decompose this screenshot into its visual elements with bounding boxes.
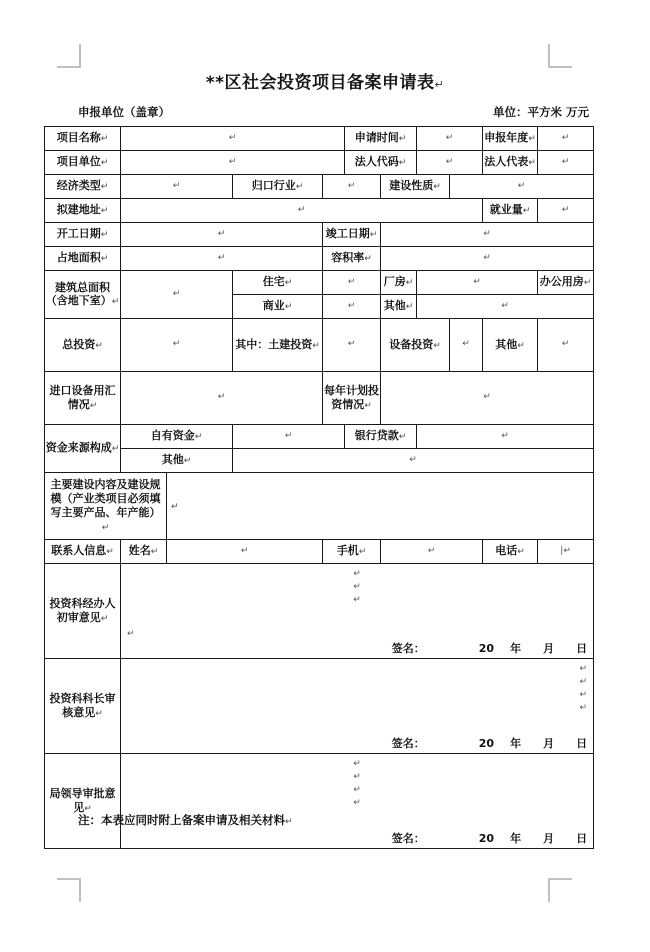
- signature-line: [392, 737, 587, 751]
- table-row: [45, 754, 594, 849]
- signature-day-unit: 日: [576, 832, 588, 846]
- label-other-funds: 其他↵: [121, 449, 233, 473]
- table-row: [45, 659, 594, 754]
- label-bureau-leader-approval: 局领导审批意见↵: [45, 754, 121, 849]
- title-pilcrow: ↵: [434, 78, 445, 91]
- field-staff-initial-review[interactable]: [121, 564, 594, 659]
- field-start-date[interactable]: ↵: [121, 223, 323, 247]
- table-row: [45, 247, 594, 271]
- table-row: [45, 271, 594, 295]
- application-form-table: [44, 126, 594, 849]
- footer-note: [78, 812, 293, 828]
- crop-mark-bottom-left: [57, 878, 81, 902]
- field-bank-loan[interactable]: ↵: [417, 425, 594, 449]
- field-contact-phone[interactable]: |↵: [538, 540, 594, 564]
- page-title-text: **区社会投资项目备案申请表: [205, 73, 435, 93]
- field-plot-ratio[interactable]: ↵: [381, 247, 594, 271]
- signature-year-unit: 年: [510, 832, 522, 846]
- label-civil-investment: 其中：土建投资↵: [233, 319, 323, 372]
- signature-day-unit: 日: [576, 737, 588, 751]
- table-row: [45, 319, 594, 372]
- field-other-investment[interactable]: ↵: [538, 319, 594, 372]
- label-start-date: 开工日期↵: [45, 223, 121, 247]
- field-other-building-area[interactable]: ↵: [417, 295, 594, 319]
- opinion-left-mark: ↵: [127, 628, 135, 639]
- label-section-chief-review: 投资科科长审核意见↵: [45, 659, 121, 754]
- label-legal-representative: 法人代表↵: [483, 151, 538, 175]
- label-office-area: 办公用房↵: [538, 271, 594, 295]
- label-plot-ratio: 容积率↵: [323, 247, 381, 271]
- declaring-unit-label: 申报单位（盖章）: [78, 105, 170, 119]
- label-total-investment: 总投资↵: [45, 319, 121, 372]
- label-contact-info: 联系人信息↵: [45, 540, 121, 564]
- label-construction-content: 主要建设内容及建设规模（产业类项目必须填写主要产品、年产能）↵: [45, 473, 167, 540]
- signature-month-unit: 月: [543, 642, 555, 656]
- field-employment-count[interactable]: ↵: [538, 199, 594, 223]
- table-row: [45, 473, 594, 540]
- field-construction-nature[interactable]: ↵: [450, 175, 594, 199]
- field-land-area[interactable]: ↵: [121, 247, 323, 271]
- field-section-chief-review[interactable]: [121, 659, 594, 754]
- signature-year-prefix: 20: [478, 832, 495, 846]
- label-other-building-area: 其他↵: [381, 295, 417, 319]
- signature-label: 签名：: [391, 832, 425, 846]
- label-bank-loan: 银行贷款↵: [345, 425, 417, 449]
- table-row: [45, 151, 594, 175]
- field-total-building-area[interactable]: ↵: [121, 271, 233, 319]
- crop-mark-top-left: [57, 44, 81, 68]
- field-declaration-year[interactable]: ↵: [538, 127, 594, 151]
- signature-year-unit: 年: [510, 737, 522, 751]
- field-factory-area[interactable]: ↵: [417, 271, 538, 295]
- signature-month-unit: 月: [543, 832, 555, 846]
- label-contact-name: 姓名↵: [121, 540, 167, 564]
- label-planned-address: 拟建地址↵: [45, 199, 121, 223]
- field-industry-category[interactable]: ↵: [323, 175, 381, 199]
- label-annual-investment-plan: 每年计划投资情况↵: [323, 372, 381, 425]
- label-project-name: 项目名称↵: [45, 127, 121, 151]
- label-equipment-investment: 设备投资↵: [381, 319, 450, 372]
- signature-line: [392, 642, 587, 656]
- field-other-funds[interactable]: ↵: [233, 449, 594, 473]
- label-commercial-area: 商业↵: [233, 295, 323, 319]
- field-contact-mobile[interactable]: ↵: [381, 540, 483, 564]
- table-row: [45, 199, 594, 223]
- page-title: [0, 68, 650, 93]
- field-completion-date[interactable]: ↵: [381, 223, 594, 247]
- table-row: [45, 540, 594, 564]
- field-equipment-investment[interactable]: ↵: [450, 319, 483, 372]
- table-row: [45, 564, 594, 659]
- label-staff-initial-review: 投资科经办人初审意见↵: [45, 564, 121, 659]
- table-row: [45, 127, 594, 151]
- label-declaration-year: 申报年度↵: [483, 127, 538, 151]
- signature-label: 签名：: [391, 737, 425, 751]
- field-project-name[interactable]: ↵: [121, 127, 345, 151]
- label-contact-phone: 电话↵: [483, 540, 538, 564]
- signature-year-prefix: 20: [478, 642, 495, 656]
- footer-pilcrow: ↵: [285, 817, 293, 827]
- signature-month-unit: 月: [543, 737, 555, 751]
- opinion-placeholder-marks: ↵ ↵ ↵: [353, 569, 361, 606]
- field-contact-name[interactable]: ↵: [167, 540, 323, 564]
- label-own-funds: 自有资金↵: [121, 425, 233, 449]
- label-funding-structure: 资金来源构成↵: [45, 425, 121, 473]
- label-total-building-area: 建筑总面积（含地下室）↵: [45, 271, 121, 319]
- table-row: [45, 449, 594, 473]
- field-import-forex[interactable]: ↵: [121, 372, 323, 425]
- field-construction-content[interactable]: ↵: [167, 473, 594, 540]
- label-factory-area: 厂房↵: [381, 271, 417, 295]
- field-legal-representative[interactable]: ↵: [538, 151, 594, 175]
- field-civil-investment[interactable]: ↵: [323, 319, 381, 372]
- table-row: [45, 175, 594, 199]
- label-completion-date: 竣工日期↵: [323, 223, 381, 247]
- signature-year-prefix: 20: [478, 737, 495, 751]
- field-residential-area[interactable]: ↵: [323, 271, 381, 295]
- label-employment-count: 就业量↵: [483, 199, 538, 223]
- unit-of-measure-label: 单位：平方米 万元: [492, 105, 589, 119]
- field-planned-address[interactable]: ↵: [121, 199, 483, 223]
- field-commercial-area[interactable]: ↵: [323, 295, 381, 319]
- label-industry-category: 归口行业↵: [233, 175, 323, 199]
- label-residential-area: 住宅↵: [233, 271, 323, 295]
- label-project-unit: 项目单位↵: [45, 151, 121, 175]
- label-contact-mobile: 手机↵: [323, 540, 381, 564]
- field-project-unit[interactable]: ↵: [121, 151, 345, 175]
- opinion-placeholder-marks: ↵ ↵ ↵ ↵: [353, 759, 361, 809]
- signature-year-unit: 年: [510, 642, 522, 656]
- field-own-funds[interactable]: ↵: [233, 425, 345, 449]
- field-annual-investment-plan[interactable]: ↵: [381, 372, 594, 425]
- crop-mark-bottom-right: [548, 878, 572, 902]
- signature-line: [392, 832, 587, 846]
- field-total-investment[interactable]: ↵: [121, 319, 233, 372]
- label-construction-nature: 建设性质↵: [381, 175, 450, 199]
- table-row: [45, 372, 594, 425]
- form-header: [44, 104, 593, 120]
- label-application-date: 申请时间↵: [345, 127, 417, 151]
- label-land-area: 占地面积↵: [45, 247, 121, 271]
- table-row: [45, 223, 594, 247]
- table-row: [45, 425, 594, 449]
- field-legal-person-code[interactable]: ↵: [417, 151, 483, 175]
- label-import-forex: 进口设备用汇情况↵: [45, 372, 121, 425]
- field-economy-type[interactable]: ↵: [121, 175, 233, 199]
- label-legal-person-code: 法人代码↵: [345, 151, 417, 175]
- crop-mark-top-right: [548, 44, 572, 68]
- field-application-date[interactable]: ↵: [417, 127, 483, 151]
- opinion-placeholder-marks: ↵ ↵ ↵ ↵: [579, 664, 588, 714]
- label-economy-type: 经济类型↵: [45, 175, 121, 199]
- label-other-investment: 其他↵: [483, 319, 538, 372]
- signature-day-unit: 日: [576, 642, 588, 656]
- signature-label: 签名：: [391, 642, 425, 656]
- field-bureau-leader-approval[interactable]: [121, 754, 594, 849]
- footer-note-text: 注：本表应同时附上备案申请及相关材料: [78, 813, 285, 827]
